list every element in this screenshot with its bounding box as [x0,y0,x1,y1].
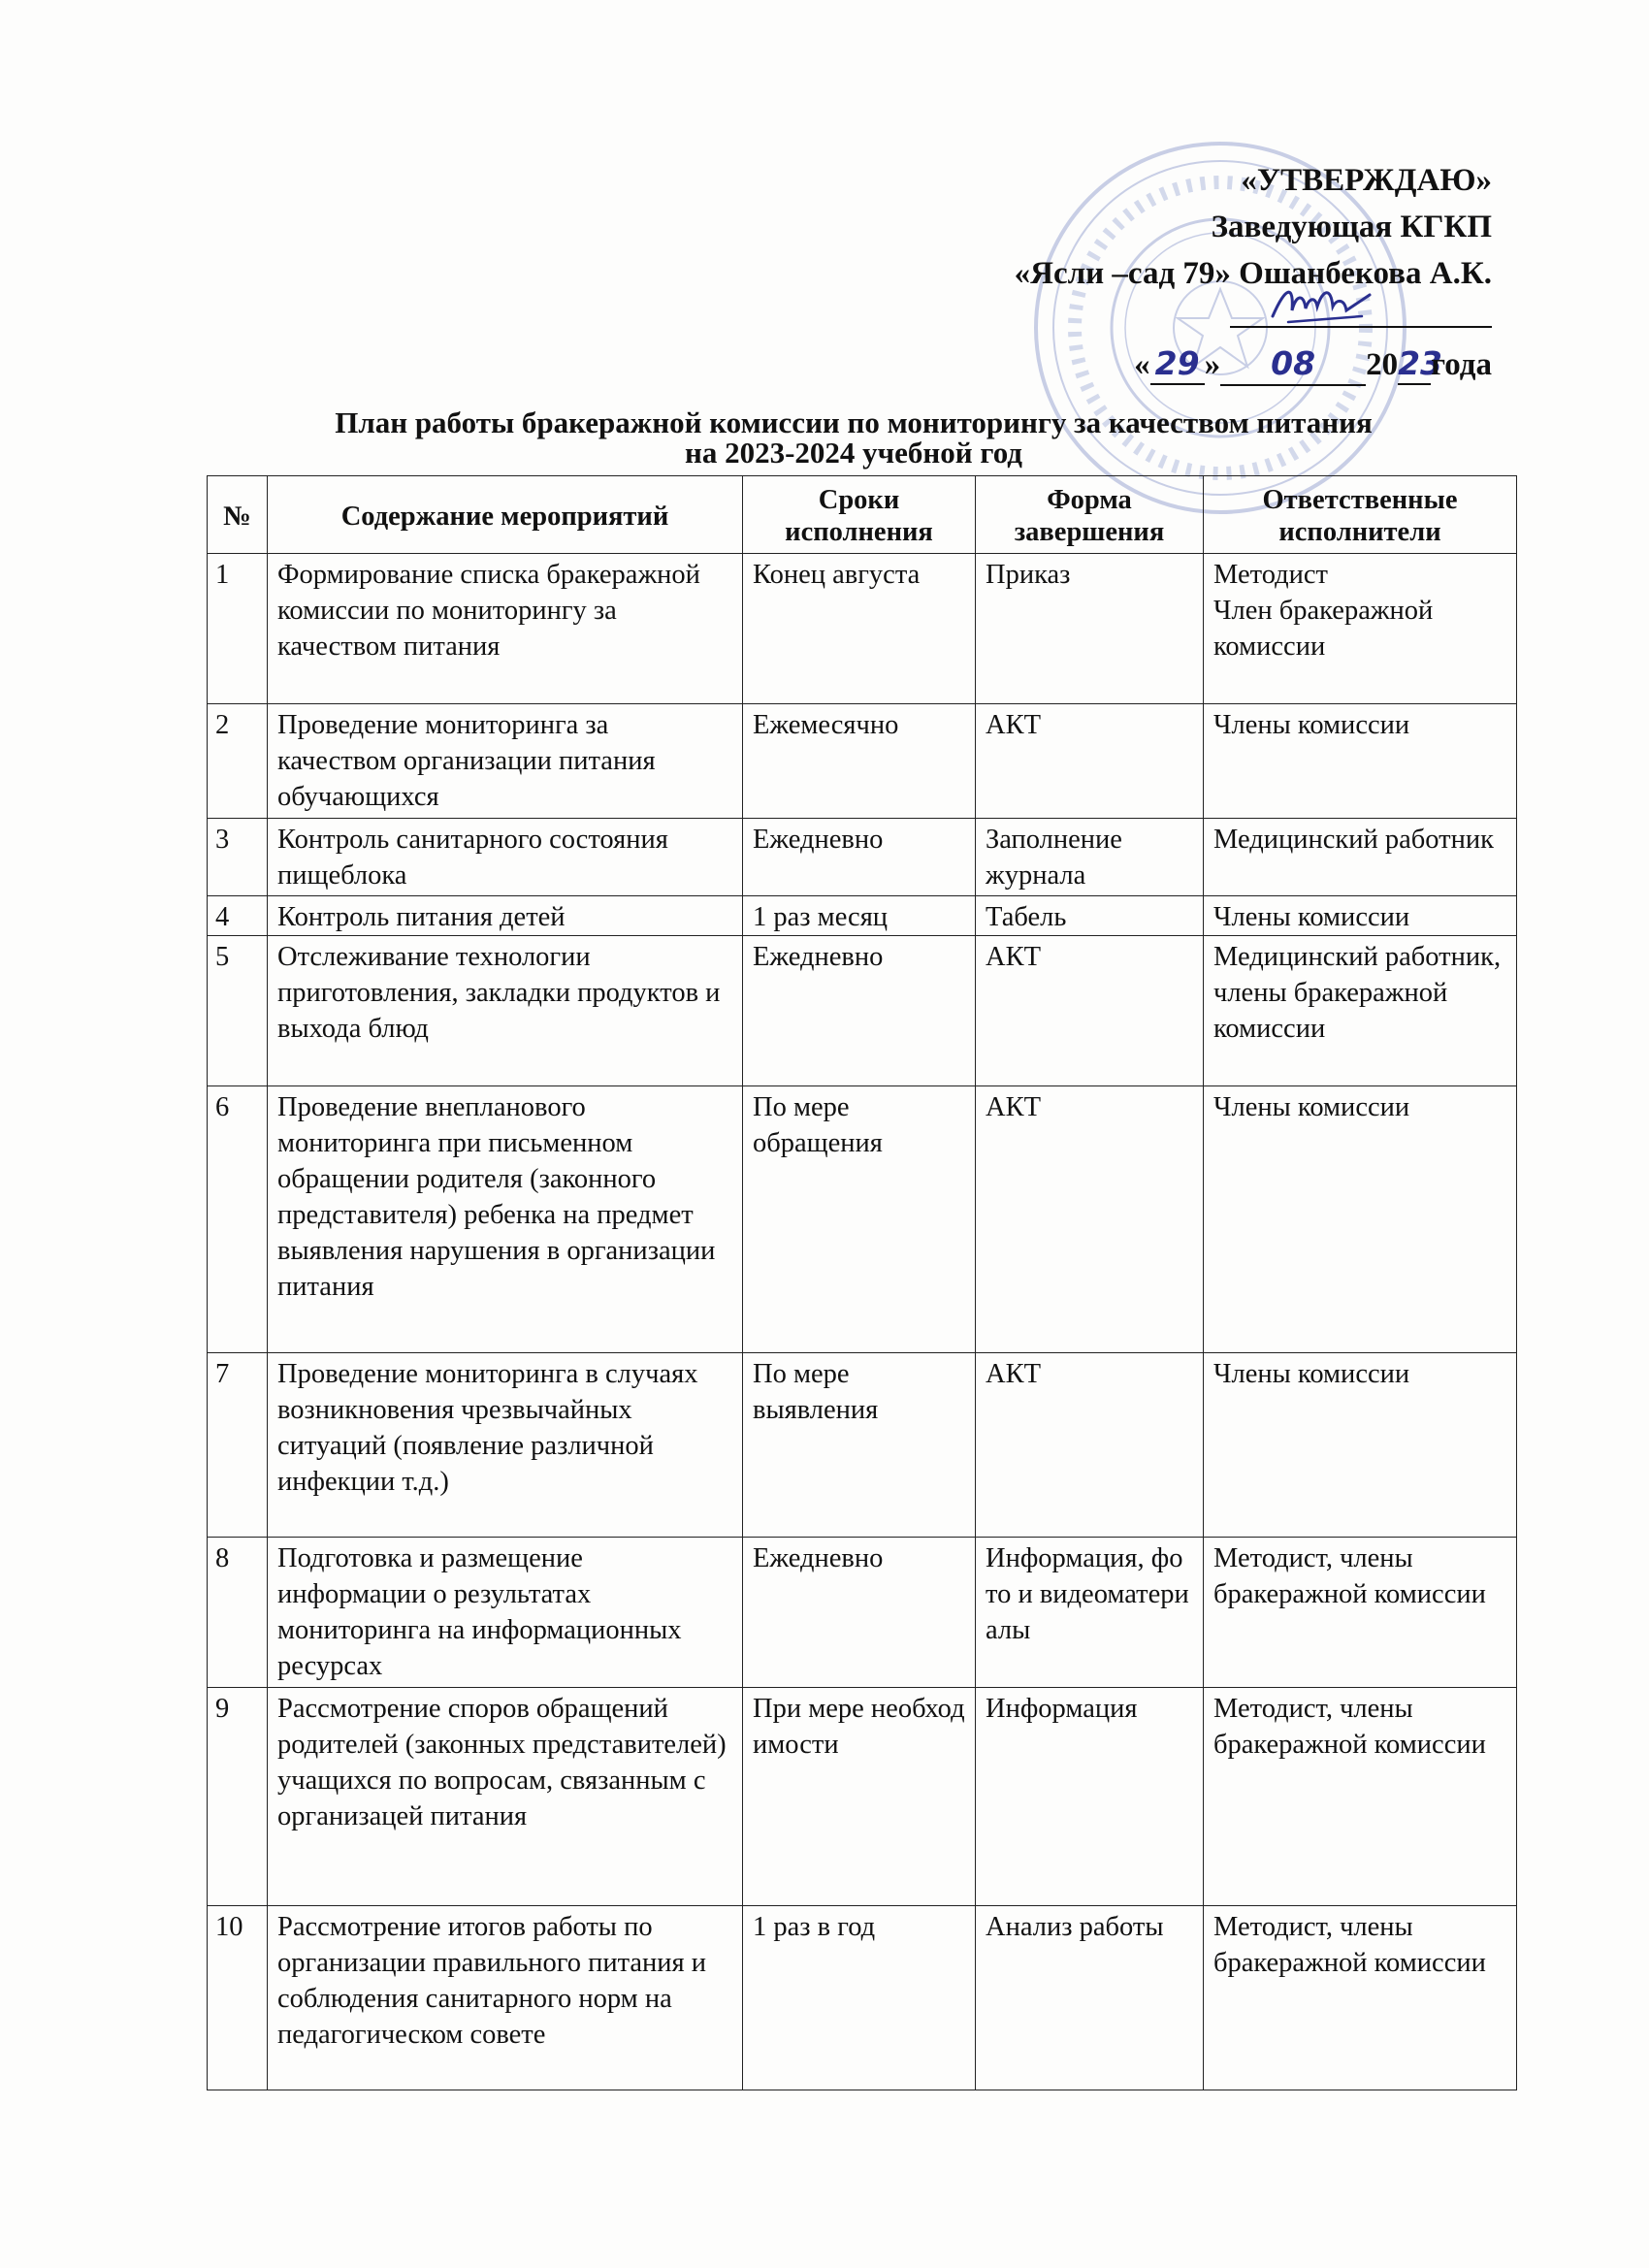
row-responsible: Члены комиссии [1204,896,1517,936]
work-plan-table [207,475,1517,2090]
row-number: 5 [208,936,268,1086]
date-month-field [1220,344,1366,386]
row-content: Контроль питания детей [268,896,743,936]
row-form: АКТ [976,704,1204,819]
table-row [208,896,1517,936]
table-row [208,1353,1517,1538]
row-form: Информация, фото и видеоматериалы [976,1538,1204,1688]
row-deadline: Ежемесячно [743,704,976,819]
row-responsible: Методист, члены бракеражной комиссии [1204,1688,1517,1906]
row-responsible: Члены комиссии [1204,1086,1517,1353]
approval-date [813,341,1492,388]
approval-org-name: «Ясли –сад 79» Ошанбекова А.К. [1014,256,1492,291]
table-row [208,1086,1517,1353]
row-number: 7 [208,1353,268,1538]
table-row [208,554,1517,704]
row-content: Рассмотрение итогов работы по организации правильного питания и соблюдения санитарного норм на педагогическом совете [268,1906,743,2090]
row-content: Подготовка и размещение информации о результатах мониторинга на информационных ресурсах [268,1538,743,1688]
table-row [208,1538,1517,1688]
row-number: 6 [208,1086,268,1353]
table-row [208,1688,1517,1906]
row-number: 8 [208,1538,268,1688]
row-form: АКТ [976,936,1204,1086]
row-responsible: Медицинский работник, члены бракеражной комиссии [1204,936,1517,1086]
row-number: 1 [208,554,268,704]
table-row [208,936,1517,1086]
approval-heading: «УТВЕРЖДАЮ» [1241,163,1492,198]
handwritten-signature [1269,277,1375,332]
approval-block [813,157,1492,419]
row-deadline: По мере выявления [743,1353,976,1538]
row-number: 4 [208,896,268,936]
row-responsible: Методист, члены бракеражной комиссии [1204,1906,1517,2090]
header-deadline: Сроки исполнения [743,476,976,554]
row-responsible: Медицинский работник [1204,819,1517,896]
row-responsible: Методист, члены бракеражной комиссии [1204,1538,1517,1688]
row-deadline: Ежедневно [743,819,976,896]
row-form: Заполнение журнала [976,819,1204,896]
row-deadline: По мере обращения [743,1086,976,1353]
table-row [208,704,1517,819]
header-number: № [208,476,268,554]
title-line-2: на 2023-2024 учебной год [685,436,1022,470]
row-responsible: Методист Член бракеражной комиссии [1204,554,1517,704]
approval-position: Заведующая КГКП [1211,210,1492,244]
row-form: Табель [976,896,1204,936]
date-year-suffix: 23 [1398,344,1431,385]
date-year-prefix: 20 [1366,347,1399,382]
row-number: 10 [208,1906,268,2090]
date-open-quote: « [1134,347,1150,382]
date-close-quote: » [1204,347,1221,382]
date-day: 29 [1150,344,1205,385]
row-deadline: Конец августа [743,554,976,704]
row-content: Контроль санитарного состояния пищеблока [268,819,743,896]
row-content: Проведение мониторинга в случаях возникновения чрезвычайных ситуаций (появление различной инфекции т.д.) [268,1353,743,1538]
header-form: Форма завершения [976,476,1204,554]
row-number: 2 [208,704,268,819]
date-month: 08 [1271,344,1316,382]
row-deadline: Ежедневно [743,1538,976,1688]
row-deadline: При мере необходимости [743,1688,976,1906]
row-content: Отслеживание технологии приготовления, закладки продуктов и выхода блюд [268,936,743,1086]
row-number: 9 [208,1688,268,1906]
header-responsible: Ответственные исполнители [1204,476,1517,554]
row-content: Формирование списка бракеражной комиссии по мониторингу за качеством питания [268,554,743,704]
row-deadline: Ежедневно [743,936,976,1086]
row-content: Рассмотрение споров обращений родителей (законных представителей) учащихся по вопросам, связанным с организацей питания [268,1688,743,1906]
date-word: года [1431,347,1492,382]
header-content: Содержание мероприятий [268,476,743,554]
row-form: АКТ [976,1086,1204,1353]
row-form: Анализ работы [976,1906,1204,2090]
row-number: 3 [208,819,268,896]
table-row [208,1906,1517,2090]
row-deadline: 1 раз в год [743,1906,976,2090]
row-content: Проведение мониторинга за качеством организации питания обучающихся [268,704,743,819]
row-responsible: Члены комиссии [1204,704,1517,819]
row-responsible: Члены комиссии [1204,1353,1517,1538]
table-row [208,819,1517,896]
row-content: Проведение внепланового мониторинга при письменном обращении родителя (законного представителя) ребенка на предмет выявления нарушения в организации питания [268,1086,743,1353]
title-line-1: План работы бракеражной комиссии по мониторингу за качеством питания [335,405,1373,439]
row-deadline: 1 раз месяц [743,896,976,936]
row-form: Информация [976,1688,1204,1906]
row-form: АКТ [976,1353,1204,1538]
row-form: Приказ [976,554,1204,704]
document-title [175,407,1533,468]
table-header-row [208,476,1517,554]
